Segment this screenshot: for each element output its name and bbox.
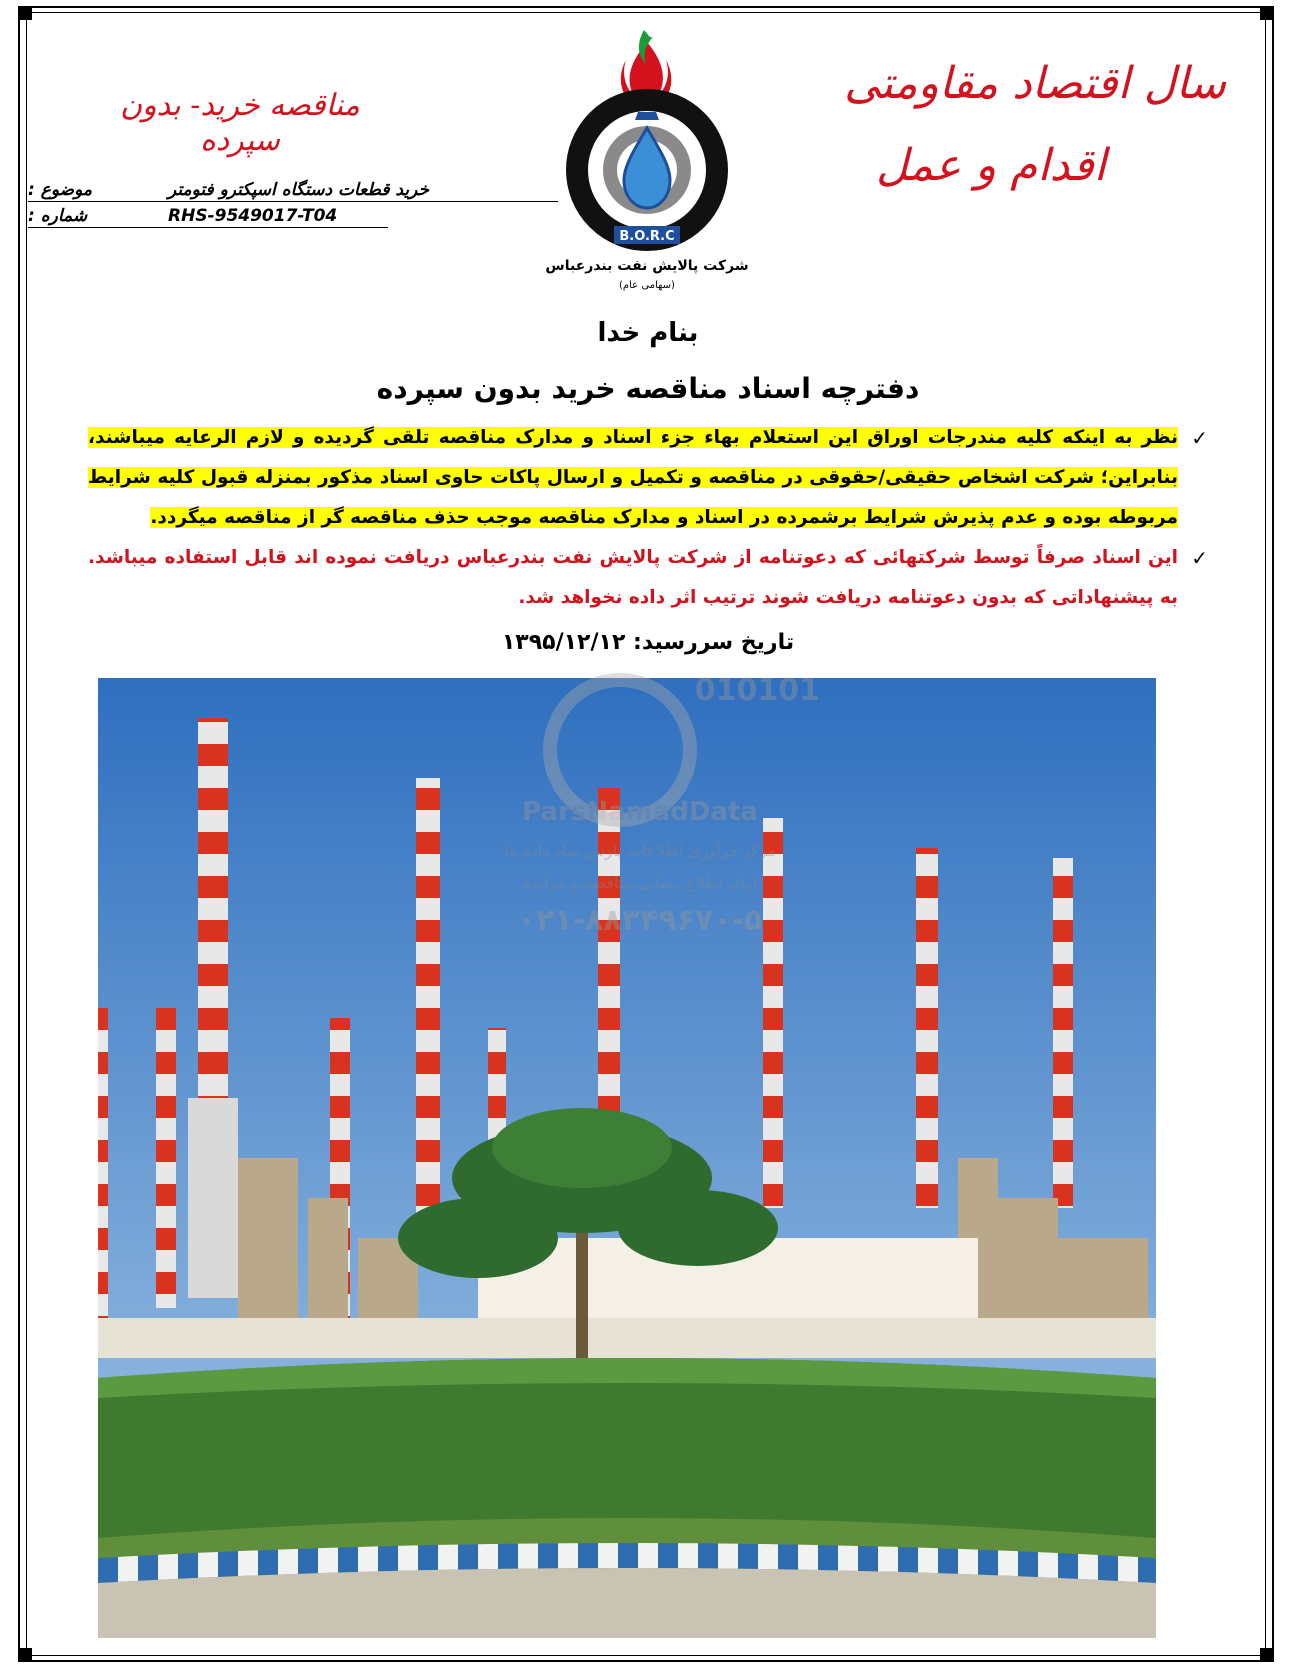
subject-underline: [28, 201, 558, 202]
borc-emblem: [545, 20, 749, 295]
note-text-highlighted: نظر به اینکه کلیه مندرجات اوراق این استعلام بهاء جزء اسناد و مدارک مناقصه تلقی گردیده و لازم الرعایه میباشند، بنابراین؛ شرکت اشخاص حقیقی/حقوقی در مناقصه و تکمیل و ارسال پاکات حاوی اسناد مذکور بمنزله قبول کلیه شرایط مربوطه بوده و عدم پذیرش شرایط برشمرده در اسناد و مدارک مناقصه موجب حذف مناقصه گر از مناقصه میگردد.: [88, 427, 1178, 528]
corner-ornament: [1260, 1648, 1274, 1662]
watermark-brand: ParsNamadData: [522, 797, 758, 827]
number-label: شماره :: [28, 206, 88, 226]
corner-ornament: [1260, 6, 1274, 20]
note-item: [88, 538, 1208, 618]
due-date: تاریخ سررسید: ۱۳۹۵/۱۲/۱۲: [501, 630, 795, 655]
checkmark-icon: ✓: [1191, 426, 1208, 450]
number-value: RHS-9549017-T04: [168, 206, 338, 226]
watermark-binary: 010101: [694, 673, 820, 708]
year-slogan: سال اقتصاد مقاومتی: [844, 58, 1226, 109]
document-title: دفترچه اسناد مناقصه خرید بدون سپرده: [376, 372, 920, 405]
subject-value: خرید قطعات دستگاه اسپکترو فتومتر: [168, 180, 429, 200]
checkmark-icon: ✓: [1191, 546, 1208, 570]
year-slogan-sub: اقدام و عمل: [875, 140, 1106, 191]
note-item: [88, 418, 1208, 538]
subject-label: موضوع :: [28, 180, 92, 200]
logo-company-name: شرکت پالایش نفت بندرعباس: [545, 258, 749, 274]
company-logo: [545, 20, 749, 295]
subject-row: [28, 180, 558, 202]
logo-company-type: (سهامی عام): [619, 280, 675, 291]
corner-ornament: [18, 1648, 32, 1662]
watermark-phone: ۰۲۱-۸۸۳۴۹۶۷۰-۵: [517, 903, 763, 938]
logo-abbrev: B.O.R.C: [619, 229, 675, 244]
tender-type-title: مناقصه خرید- بدون سپرده: [120, 88, 360, 158]
basmala-heading: بنام خدا: [597, 318, 699, 348]
refinery-photo: [98, 678, 1156, 1638]
watermark-line1: مرکز فرآوری اطلاعات پارس نماد داده ها: [503, 841, 777, 860]
number-underline: [28, 227, 388, 228]
refinery-illustration: [98, 678, 1156, 1638]
corner-ornament: [18, 6, 32, 20]
note-text-red: این اسناد صرفاً توسط شرکتهائی که دعوتنامه از شرکت پالایش نفت بندرعباس دریافت نموده اند قابل استفاده میباشد. به پیشنهاداتی که بدون دعوتنامه دریافت شوند ترتیب اثر داده نخواهد شد.: [88, 547, 1178, 608]
number-row: [28, 206, 388, 228]
watermark-line2: ارائه اطلاع رسانی مناقصه و مزایده: [522, 873, 758, 892]
